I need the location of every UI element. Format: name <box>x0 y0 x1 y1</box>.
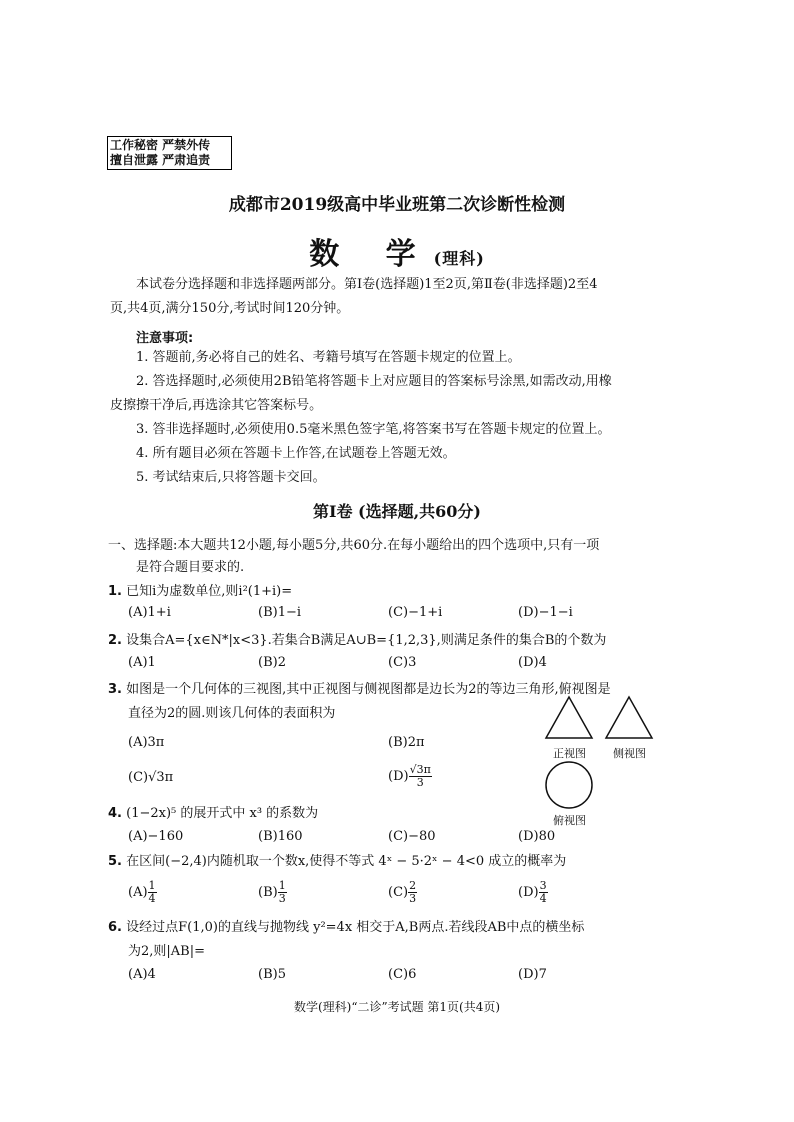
section-title: 第Ⅰ卷 (选择题,共60分) <box>312 502 482 521</box>
fraction <box>409 764 432 789</box>
q2-option-c: (C)3 <box>388 655 417 670</box>
q6-option-a: (A)4 <box>128 967 156 982</box>
side-view-triangle <box>604 695 654 741</box>
question-number: 3. <box>108 682 122 697</box>
fraction <box>148 880 157 905</box>
confidential-stamp <box>107 136 232 170</box>
q5-option-b <box>258 880 287 905</box>
question-number: 2. <box>108 633 122 648</box>
q5-option-a <box>128 880 157 905</box>
subject-name: 数 学 <box>309 237 434 272</box>
option-label: (C) <box>388 885 409 900</box>
fraction <box>278 880 287 905</box>
note-item: 5. 考试结束后,只将答题卡交回。 <box>136 470 326 485</box>
q4-option-a: (A)−160 <box>128 829 184 844</box>
denominator: 3 <box>278 892 286 905</box>
q3-option-b: (B)2π <box>388 735 425 750</box>
numerator: 2 <box>409 879 417 892</box>
top-view-circle <box>544 760 594 810</box>
fraction <box>539 880 548 905</box>
option-label: (D) <box>388 769 409 784</box>
subject-track: (理科) <box>433 249 485 268</box>
intro-line-2: 页,共4页,满分150分,考试时间120分钟。 <box>110 301 350 316</box>
question-5 <box>108 851 566 873</box>
question-number: 6. <box>108 920 122 935</box>
question-text: 如图是一个几何体的三视图,其中正视图与侧视图都是边长为2的等边三角形,俯视图是 <box>126 682 611 697</box>
side-view-label: 侧视图 <box>613 747 646 760</box>
front-view-label: 正视图 <box>553 747 586 760</box>
intro-line-1: 本试卷分选择题和非选择题两部分。第Ⅰ卷(选择题)1至2页,第Ⅱ卷(非选择题)2至4 <box>136 277 598 292</box>
page-footer: 数学(理科)“二诊”考试题 第1页(共4页) <box>293 1000 501 1014</box>
question-number: 1. <box>108 584 122 599</box>
q1-option-a: (A)1+i <box>128 605 171 620</box>
stamp-line-1: 工作秘密 严禁外传 <box>110 138 211 152</box>
q3-option-a: (A)3π <box>128 735 165 750</box>
q4-option-d: (D)80 <box>518 829 556 844</box>
q3-option-d <box>388 764 432 789</box>
question-number: 5. <box>108 854 122 869</box>
q1-option-d: (D)−1−i <box>518 605 573 620</box>
numerator: 3 <box>539 879 547 892</box>
question-2 <box>108 630 606 652</box>
question-number: 4. <box>108 806 122 821</box>
question-3-line-2: 直径为2的圆.则该几何体的表面积为 <box>128 706 336 721</box>
subject-title <box>0 229 794 273</box>
stamp-line-2: 擅自泄露 严肃追责 <box>110 153 211 167</box>
exam-title: 成都市2019级高中毕业班第二次诊断性检测 <box>228 195 566 215</box>
q6-option-b: (B)5 <box>258 967 286 982</box>
option-label: (B) <box>258 885 278 900</box>
top-view-label: 俯视图 <box>553 814 586 827</box>
q2-option-d: (D)4 <box>518 655 547 670</box>
denominator: 3 <box>416 776 424 789</box>
q2-option-a: (A)1 <box>128 655 156 670</box>
q5-option-c <box>388 880 417 905</box>
numerator: 1 <box>148 879 156 892</box>
question-6 <box>108 917 584 939</box>
question-3 <box>108 679 611 701</box>
q2-option-b: (B)2 <box>258 655 286 670</box>
q6-option-c: (C)6 <box>388 967 417 982</box>
q1-option-c: (C)−1+i <box>388 605 443 620</box>
q1-option-b: (B)1−i <box>258 605 302 620</box>
part1-instruction-1: 一、选择题:本大题共12小题,每小题5分,共60分.在每小题给出的四个选项中,只有一项 <box>108 538 600 553</box>
notes-heading: 注意事项: <box>136 331 194 346</box>
note-item: 皮擦擦干净后,再选涂其它答案标号。 <box>110 398 323 413</box>
question-text: 设集合A={x∈N*|x<3}.若集合B满足A∪B={1,2,3},则满足条件的集合B的个数为 <box>126 633 607 648</box>
question-text: 已知i为虚数单位,则i²(1+i)= <box>126 584 293 599</box>
option-label: (D) <box>518 885 539 900</box>
question-6-line-2: 为2,则|AB|= <box>128 944 205 959</box>
q6-option-d: (D)7 <box>518 967 547 982</box>
question-text: 设经过点F(1,0)的直线与抛物线 y²=4x 相交于A,B两点.若线段AB中点的横坐标 <box>126 920 585 935</box>
option-label: (A) <box>128 885 148 900</box>
question-text: (1−2x)⁵ 的展开式中 x³ 的系数为 <box>126 806 319 821</box>
note-item: 4. 所有题目必须在答题卡上作答,在试题卷上答题无效。 <box>136 446 456 461</box>
question-1 <box>108 581 292 603</box>
q5-option-d <box>518 880 548 905</box>
denominator: 4 <box>539 892 547 905</box>
question-text: 在区间(−2,4)内随机取一个数x,使得不等式 4ˣ − 5·2ˣ − 4<0 成立的概率为 <box>126 854 567 869</box>
note-item: 2. 答选择题时,必须使用2B铅笔将答题卡上对应题目的答案标号涂黑,如需改动,用橡 <box>136 374 612 389</box>
note-item: 3. 答非选择题时,必须使用0.5毫米黑色签字笔,将答案书写在答题卡规定的位置上。 <box>136 422 611 437</box>
numerator: √3π <box>409 763 431 776</box>
note-item: 1. 答题前,务必将自己的姓名、考籍号填写在答题卡规定的位置上。 <box>136 350 521 365</box>
denominator: 4 <box>148 892 156 905</box>
q3-option-c: (C)√3π <box>128 770 174 785</box>
front-view-triangle <box>544 695 594 741</box>
numerator: 1 <box>278 879 286 892</box>
denominator: 3 <box>409 892 417 905</box>
fraction <box>408 880 417 905</box>
q4-option-b: (B)160 <box>258 829 303 844</box>
question-4 <box>108 803 318 825</box>
q4-option-c: (C)−80 <box>388 829 436 844</box>
part1-instruction-2: 是符合题目要求的. <box>136 560 245 575</box>
